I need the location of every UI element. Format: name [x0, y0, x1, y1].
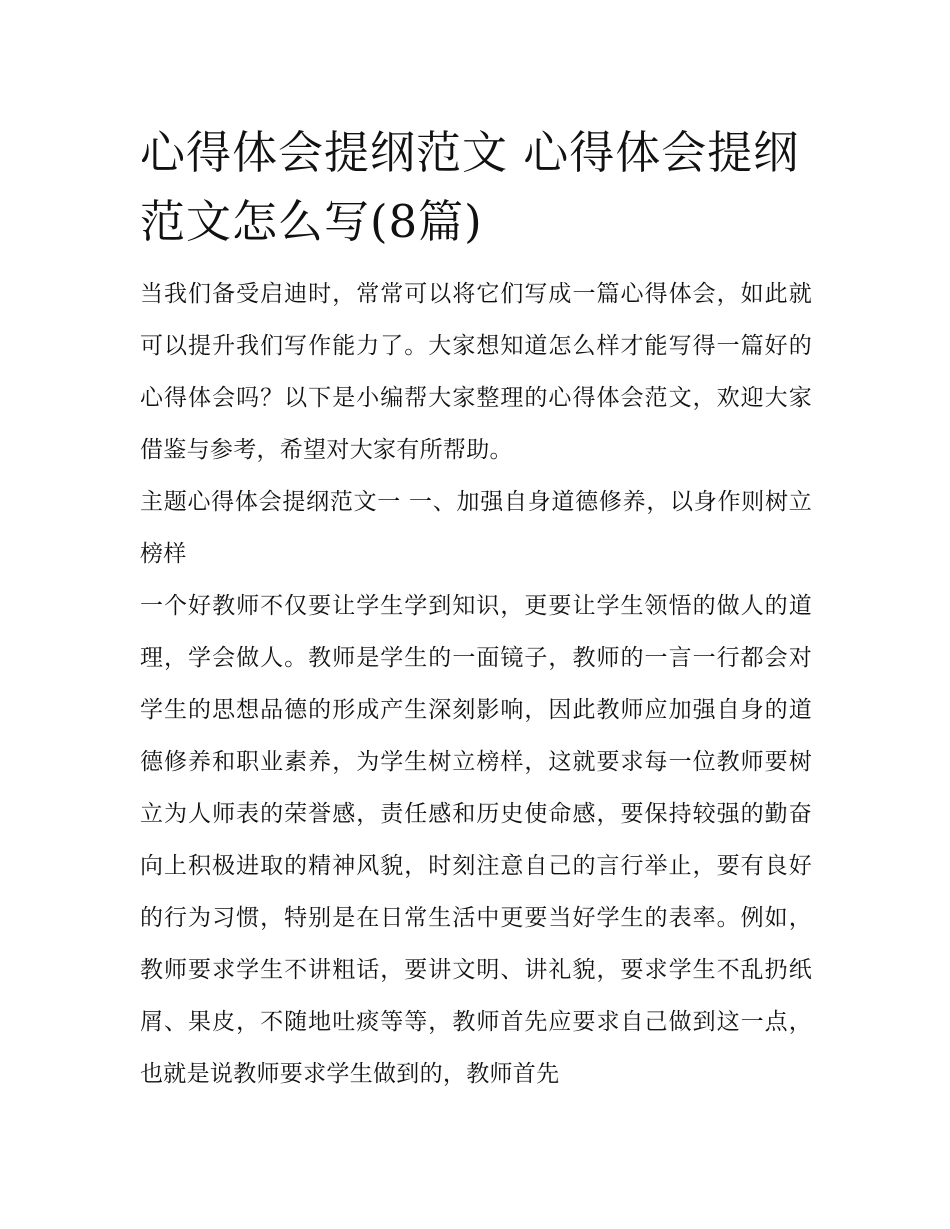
- document-title: 心得体会提纲范文 心得体会提纲范文怎么写(8篇): [140, 126, 800, 248]
- section-heading: 主题心得体会提纲范文一 一、加强自身道德修养，以身作则树立榜样: [140, 489, 812, 567]
- body-paragraph: 一个好教师不仅要让学生学到知识，更要让学生领悟的做人的道理，学会做人。教师是学生的一面镜子，教师的一言一行都会对学生的思想品德的形成产生深刻影响，因此教师应加强自身的道德修养和职业素养，为学生树立榜样，这就要求每一位教师要树立为人师表的荣誉感，责任感和历史使命感，要保持较强的勤奋向上积极进取的精神风貌，时刻注意自己的言行举止，要有良好的行为习惯，特别是在日常生活中更要当好学生的表率。例如，教师要求学生不讲粗话，要讲文明、讲礼貌，要求学生不乱扔纸屑、果皮，不随地吐痰等等，教师首先应要求自己做到这一点，也就是说教师要求学生做到的，教师首先: [140, 593, 812, 1087]
- document-page: [140, 118, 812, 1100]
- intro-paragraph: 当我们备受启迪时，常常可以将它们写成一篇心得体会，如此就可以提升我们写作能力了。大家想知道怎么样才能写得一篇好的心得体会吗？以下是小编帮大家整理的心得体会范文，欢迎大家借鉴与参考，希望对大家有所帮助。: [140, 281, 812, 463]
